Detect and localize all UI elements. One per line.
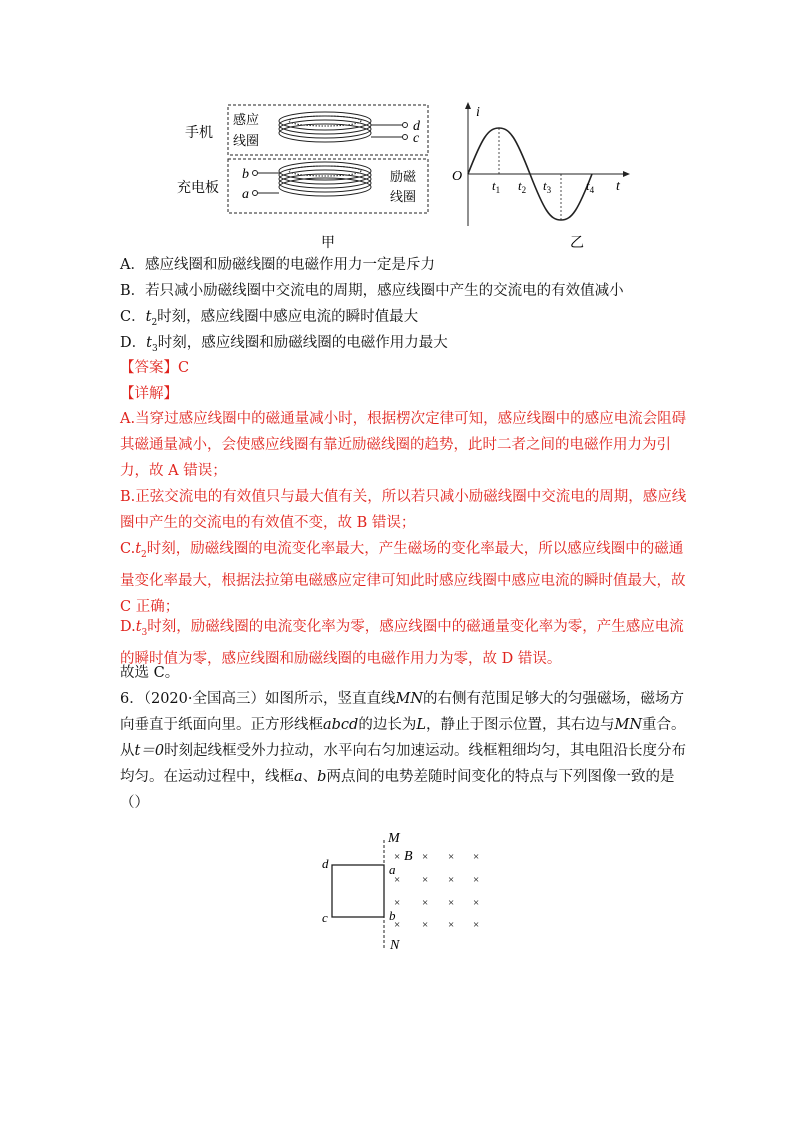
- figure-jia: [177, 95, 450, 255]
- caption-yi: 乙: [570, 235, 584, 251]
- option-b: B．若只减小励磁线圈中交流电的周期，感应线圈中产生的交流电的有效值减小: [120, 283, 624, 299]
- figure-magnetic-field: [310, 828, 500, 958]
- label-induction-1: 感应: [233, 113, 260, 128]
- label-M: M: [388, 831, 400, 846]
- field-cross: ×: [422, 874, 429, 886]
- tick-t3: $t_3$: [543, 178, 552, 195]
- label-excite-2: 线圈: [390, 190, 417, 205]
- label-i: i: [476, 105, 480, 120]
- field-cross: ×: [448, 919, 455, 931]
- label-d: d: [322, 856, 329, 871]
- tick-t4: $t_4$: [586, 178, 595, 195]
- square-frame: [332, 865, 384, 917]
- answer-line: [120, 358, 189, 378]
- explanation-d: $D.t_3$时刻，励磁线圈的电流变化率为零，感应线圈中的磁通量变化率为零，产生感应电流的瞬时值为零，感应线圈和励磁线圈的电磁作用力为零，故 D 错误。: [120, 619, 684, 667]
- label-a: a: [389, 862, 396, 877]
- field-cross: ×: [422, 851, 429, 863]
- option-d: D．$t_3$时刻，感应线圈和励磁线圈的电磁作用力最大: [120, 335, 448, 354]
- explanation-b: B.正弦交流电的有效值只与最大值有关，所以若只减小励磁线圈中交流电的周期，感应线圈中产生的交流电的有效值不变，故 B 错误；: [120, 489, 687, 531]
- label-t-axis: t: [616, 179, 620, 194]
- axis-t-arrow: [623, 171, 630, 177]
- label-induction-2: 线圈: [233, 134, 260, 149]
- option-c: C．$t_2$时刻，感应线圈中感应电流的瞬时值最大: [120, 309, 419, 328]
- axis-i-arrow: [465, 102, 471, 109]
- field-cross: ×: [473, 897, 480, 909]
- induction-coil: [279, 112, 408, 142]
- field-cross: ×: [394, 897, 401, 909]
- question-number: 6．: [120, 691, 144, 707]
- explanation-a: A.当穿过感应线圈中的磁通量减小时，根据楞次定律可知，感应线圈中的感应电流会阻碍其磁通量减小，会使感应线圈有靠近励磁线圈的趋势，此时二者之间的电磁作用力为引力，故 A 错误；: [120, 411, 687, 479]
- field-cross: ×: [473, 851, 480, 863]
- label-B: B: [404, 849, 413, 864]
- label-origin: O: [452, 169, 463, 184]
- answer-label: 【答案】: [120, 360, 178, 376]
- label-N: N: [390, 938, 400, 953]
- caption-jia: 甲: [321, 235, 335, 251]
- field-cross: ×: [473, 919, 480, 931]
- label-b: b: [389, 908, 396, 923]
- field-cross: ×: [448, 851, 455, 863]
- tick-t2: $t_2$: [518, 178, 527, 195]
- tick-t1: $t_1$: [492, 178, 501, 195]
- terminal-b: b: [242, 167, 249, 182]
- field-cross: ×: [394, 919, 401, 931]
- label-excite-1: 励磁: [390, 170, 417, 185]
- question-source: （2020·全国高三）: [143, 691, 265, 707]
- detail-label: 【详解】: [120, 386, 178, 402]
- label-phone: 手机: [185, 125, 213, 141]
- field-cross: ×: [394, 851, 401, 863]
- figure-yi: [448, 98, 638, 258]
- terminal-d: d: [413, 119, 420, 134]
- field-cross: ×: [422, 897, 429, 909]
- conclusion: 故选 C。: [120, 665, 180, 681]
- field-cross: ×: [448, 897, 455, 909]
- field-cross: ×: [394, 874, 401, 886]
- option-a: A．感应线圈和励磁线圈的电磁作用力一定是斥力: [120, 257, 435, 273]
- explanation-c: $C.t_2$时刻，励磁线圈的电流变化率最大，产生磁场的变化率最大，所以感应线圈中的磁通量变化率最大，根据法拉第电磁感应定律可知此时感应线圈中感应电流的瞬时值最大，故 C 正确；: [120, 541, 686, 615]
- excitation-coil: [253, 162, 372, 196]
- terminal-c: c: [413, 131, 420, 146]
- label-board: 充电板: [177, 180, 219, 196]
- answer-value: C: [178, 360, 190, 376]
- label-c: c: [322, 910, 328, 925]
- question-6: 6．（2020·全国高三）如图所示，竖直直线MN的右侧有范围足够大的匀强磁场，磁场方向垂直于纸面向里。正方形线框abcd的边长为L，静止于图示位置，其右边与MN重合。从t＝0时刻起线框受外力拉动，水平向右匀加速运动。线框粗细均匀，其电阻沿长度分布均匀。在运动过程中，线框a、b两点间的电势差随时间变化的特点与下列图像一致的是（）: [120, 691, 687, 811]
- terminal-a: a: [242, 187, 249, 202]
- field-cross: ×: [473, 874, 480, 886]
- field-cross: ×: [448, 874, 455, 886]
- field-cross: ×: [422, 919, 429, 931]
